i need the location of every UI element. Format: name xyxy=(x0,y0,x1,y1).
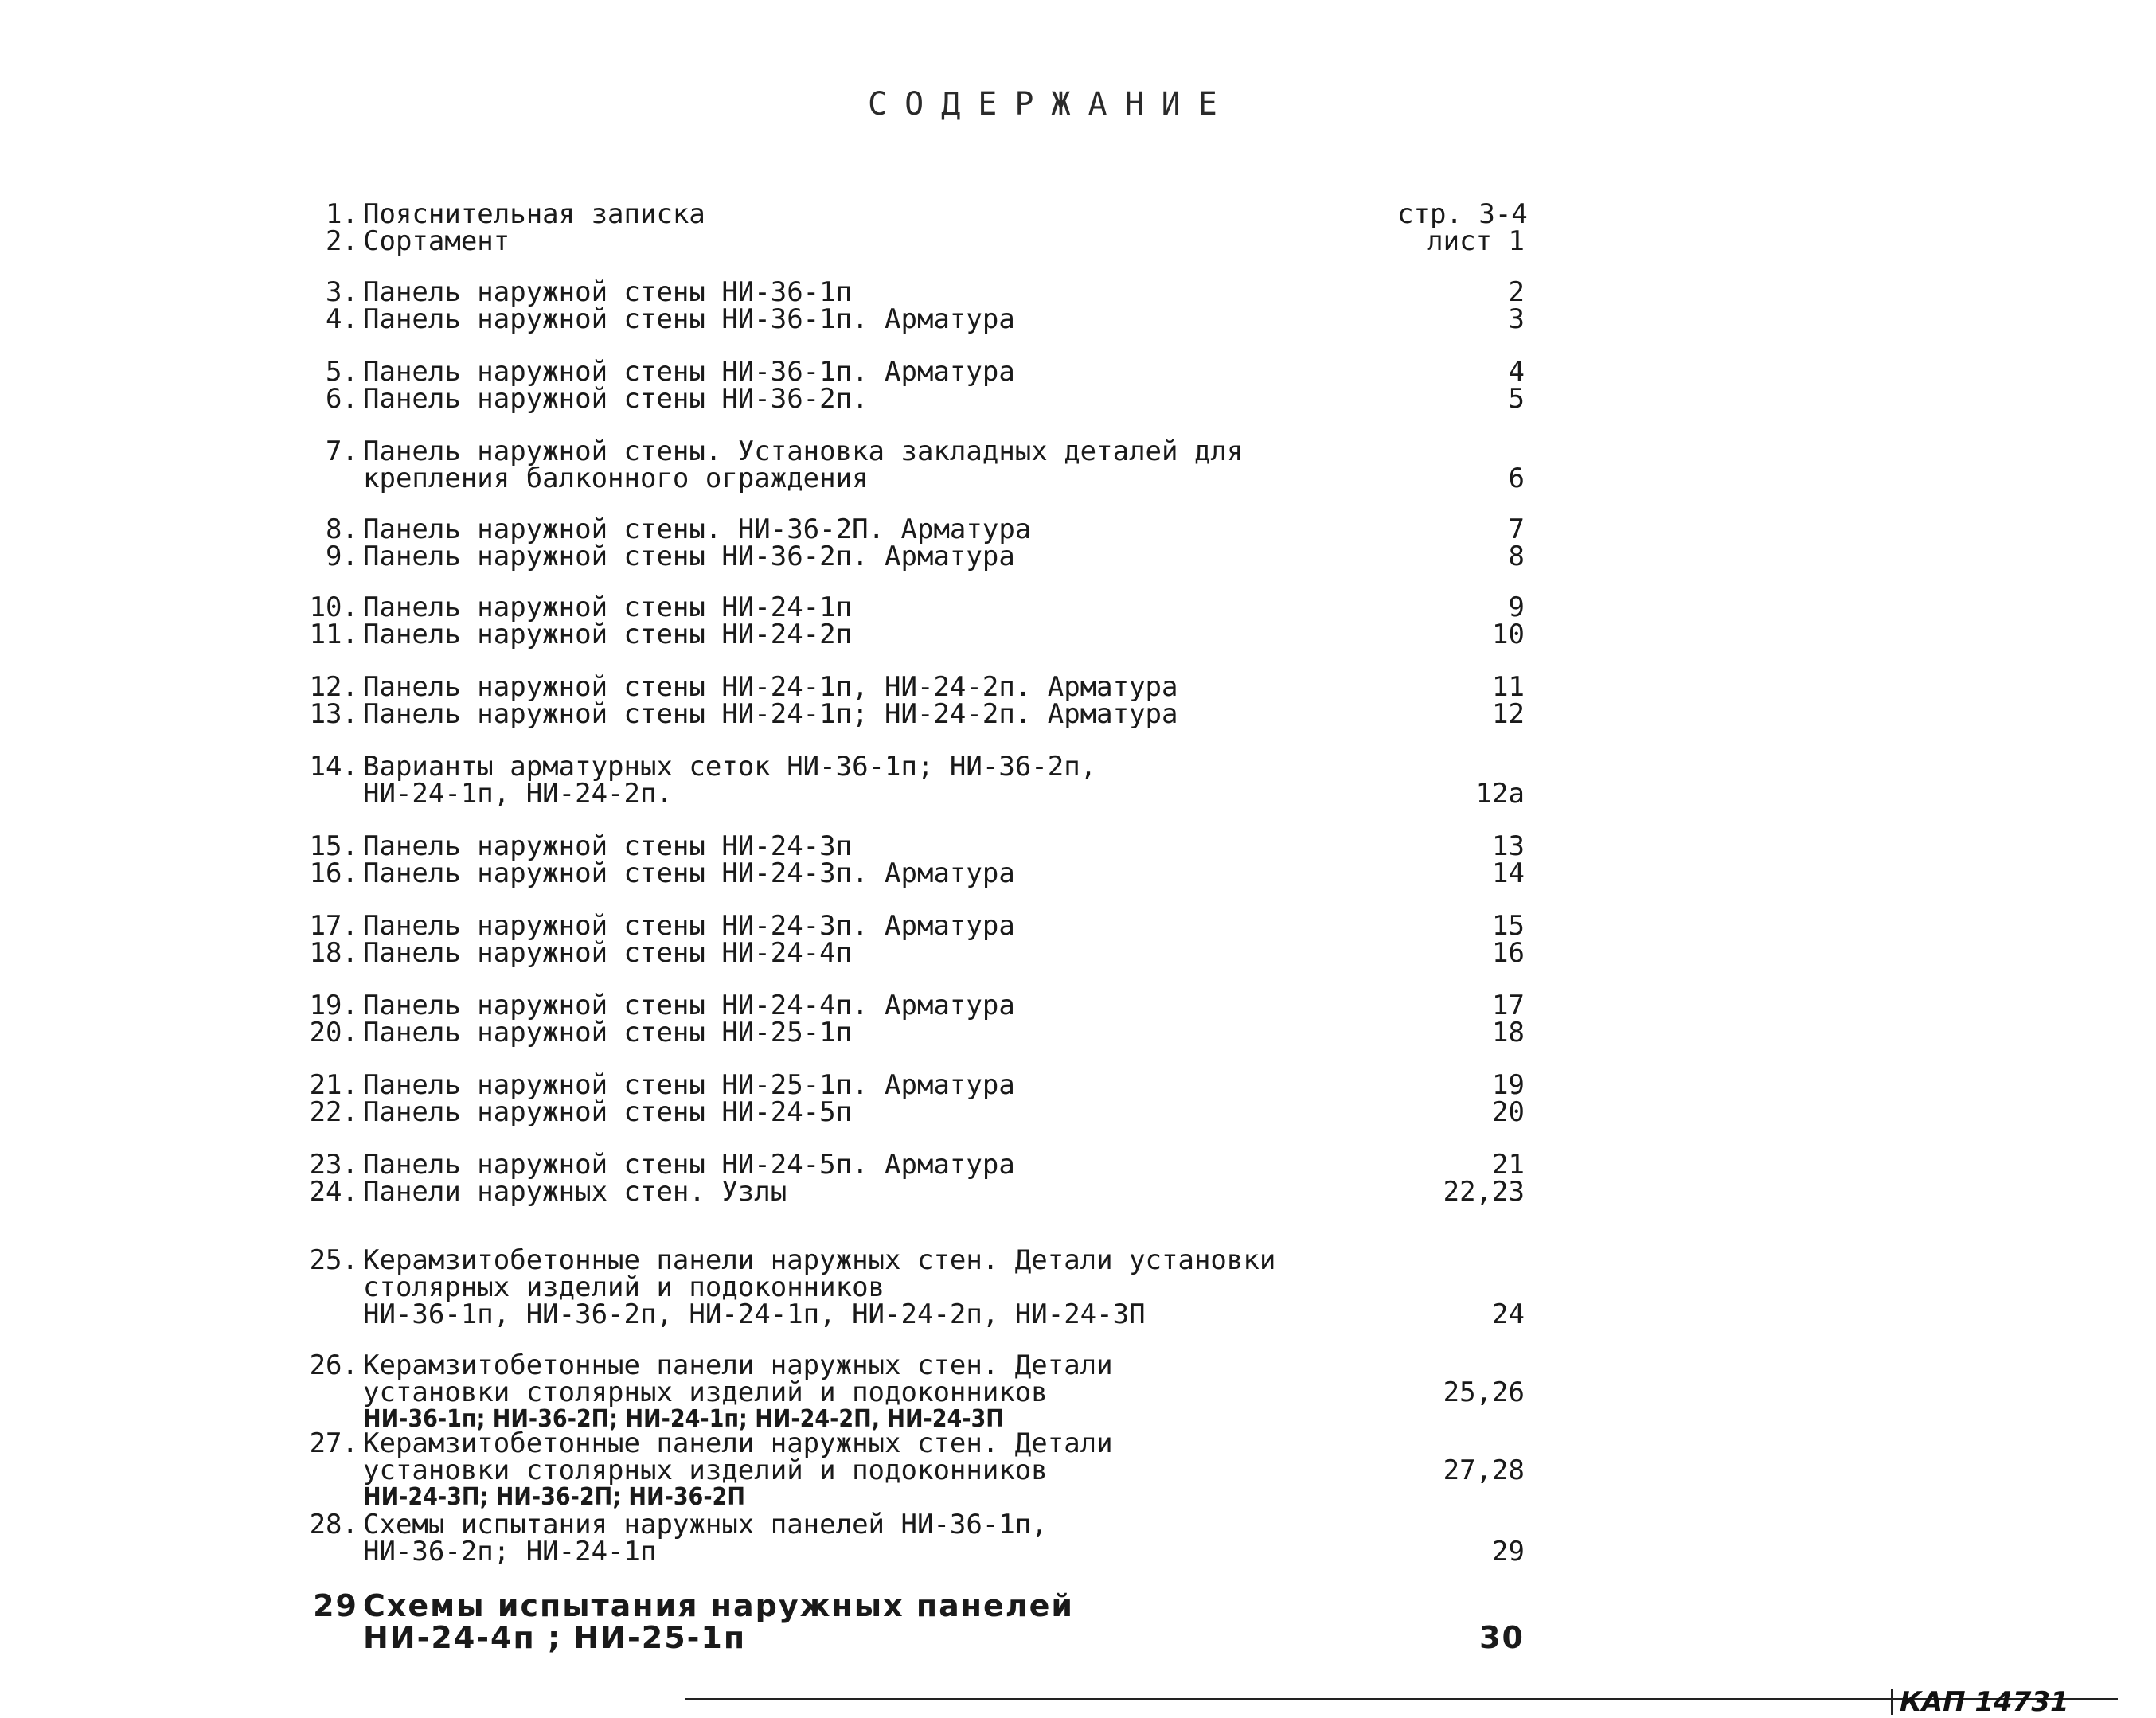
toc-text: НИ-36-1п, НИ-36-2п, НИ-24-1п, НИ-24-2п, НИ-24-3П xyxy=(363,1298,1146,1330)
toc-entry xyxy=(295,1069,1568,1128)
toc-text: НИ-36-1п; НИ-36-2П; НИ-24-1п; НИ-24-2П, НИ-24-3П xyxy=(363,1405,1004,1433)
toc-entry xyxy=(295,910,1568,969)
toc-line xyxy=(295,543,1568,570)
toc-line xyxy=(295,1069,1568,1101)
toc-number: 11. xyxy=(309,619,358,650)
page-title: СОДЕРЖАНИЕ xyxy=(868,86,1235,123)
toc-line xyxy=(295,198,1568,230)
toc-number: 27. xyxy=(309,1427,358,1459)
toc-line xyxy=(295,992,1568,1019)
toc-line xyxy=(295,830,1568,862)
toc-text: Панель наружной стены НИ-24-4п xyxy=(363,937,853,969)
toc-text: Панель наружной стены НИ-24-3п. Арматура xyxy=(363,857,1015,889)
toc-text: Схемы испытания наружных панелей xyxy=(363,1588,1074,1623)
toc-line xyxy=(295,276,1568,308)
toc-number: 24. xyxy=(309,1176,358,1208)
toc-text: Панели наружных стен. Узлы xyxy=(363,1176,787,1208)
toc-page-ref: 18 xyxy=(1492,1017,1525,1048)
toc-page-ref: 10 xyxy=(1492,619,1525,650)
toc-line xyxy=(295,778,1568,810)
toc-text: Панель наружной стены НИ-36-1п xyxy=(363,276,853,308)
toc-page-ref: 19 xyxy=(1492,1069,1525,1101)
toc-number: 21. xyxy=(309,1069,358,1101)
toc-number: 20. xyxy=(309,1017,358,1048)
toc-entry xyxy=(295,1349,1568,1433)
toc-number: 5. xyxy=(326,356,358,388)
toc-number: 4. xyxy=(326,303,358,335)
archive-stamp: КАП 14731 xyxy=(1891,1689,2138,1715)
toc-page-ref: 22,23 xyxy=(1443,1176,1525,1208)
toc-entry xyxy=(295,1244,1568,1330)
toc-number: 2. xyxy=(326,225,358,257)
toc-line xyxy=(295,465,1568,492)
toc-line xyxy=(295,1298,1568,1330)
toc-text: Панель наружной стены НИ-24-2п xyxy=(363,619,853,650)
toc-page-ref: 24 xyxy=(1492,1298,1525,1330)
toc-line xyxy=(295,1244,1568,1276)
toc-entry xyxy=(295,751,1568,810)
toc-page-ref: 11 xyxy=(1492,671,1525,703)
toc-line xyxy=(295,1149,1568,1181)
toc-entry xyxy=(295,830,1568,889)
toc-entry xyxy=(295,513,1568,572)
toc-text: НИ-24-1п, НИ-24-2п. xyxy=(363,778,673,810)
toc-line xyxy=(295,671,1568,703)
toc-text: Керамзитобетонные панели наружных стен. Детали установки xyxy=(363,1244,1276,1276)
toc-page-ref: 5 xyxy=(1508,383,1525,415)
toc-line xyxy=(295,621,1568,648)
toc-entry xyxy=(295,356,1568,415)
toc-text: Панель наружной стены НИ-24-1п, НИ-24-2п. Арматура xyxy=(363,671,1178,703)
toc-page-ref: 12а xyxy=(1475,778,1525,810)
toc-line xyxy=(295,1484,1568,1511)
toc-number: 15. xyxy=(309,830,358,862)
toc-entry xyxy=(295,198,1568,257)
toc-line xyxy=(295,1096,1568,1128)
toc-page-ref: 30 xyxy=(1479,1620,1525,1655)
toc-page-ref: 4 xyxy=(1508,356,1525,388)
toc-text: Пояснительная записка xyxy=(363,198,705,230)
toc-page-ref: 21 xyxy=(1492,1149,1525,1181)
toc-text: Панель наружной стены НИ-36-2п. xyxy=(363,383,869,415)
toc-number: 25. xyxy=(309,1244,358,1276)
toc-line xyxy=(295,937,1568,969)
toc-entry xyxy=(295,276,1568,335)
toc-number: 26. xyxy=(309,1349,358,1381)
toc-page-ref: 20 xyxy=(1492,1096,1525,1128)
toc-line xyxy=(295,356,1568,388)
toc-number: 9. xyxy=(326,541,358,572)
toc-page-ref: 27,28 xyxy=(1443,1454,1525,1486)
toc-line xyxy=(295,435,1568,467)
toc-line xyxy=(295,303,1568,335)
toc-page-ref: 29 xyxy=(1492,1536,1525,1568)
toc-line xyxy=(295,1349,1568,1381)
toc-text: Панель наружной стены НИ-24-3п xyxy=(363,830,853,862)
toc-number: 3. xyxy=(326,276,358,308)
toc-entry xyxy=(295,1149,1568,1208)
toc-text: установки столярных изделий и подоконников xyxy=(363,1376,1048,1408)
toc-text: Керамзитобетонные панели наружных стен. Детали xyxy=(363,1427,1113,1459)
toc-page-ref: 15 xyxy=(1492,910,1525,942)
toc-page-ref: стр. 3-4 xyxy=(1397,198,1528,230)
toc-line xyxy=(295,1511,1568,1538)
toc-entry xyxy=(295,992,1568,1046)
toc-number: 18. xyxy=(309,937,358,969)
toc-number: 6. xyxy=(326,383,358,415)
toc-entry xyxy=(295,435,1568,494)
toc-line xyxy=(295,1620,1568,1656)
toc-line xyxy=(295,1376,1568,1408)
toc-number: 17. xyxy=(309,910,358,942)
toc-page-ref: 8 xyxy=(1508,541,1525,572)
toc-text: Керамзитобетонные панели наружных стен. Детали xyxy=(363,1349,1113,1381)
toc-number: 29 xyxy=(313,1588,358,1623)
toc-entry xyxy=(295,594,1568,648)
toc-page-ref: 7 xyxy=(1508,513,1525,545)
toc-line xyxy=(295,857,1568,889)
toc-page-ref: 14 xyxy=(1492,857,1525,889)
toc-number: 8. xyxy=(326,513,358,545)
toc-entry xyxy=(295,1427,1568,1511)
toc-page-ref: 3 xyxy=(1508,303,1525,335)
toc-line xyxy=(295,1536,1568,1568)
toc-number: 7. xyxy=(326,435,358,467)
toc-text: НИ-24-4п ; НИ-25-1п xyxy=(363,1620,747,1655)
toc-number: 19. xyxy=(309,990,358,1021)
toc-line xyxy=(295,1454,1568,1486)
toc-number: 23. xyxy=(309,1149,358,1181)
toc-number: 12. xyxy=(309,671,358,703)
toc-line xyxy=(295,594,1568,621)
toc-number: 22. xyxy=(309,1096,358,1128)
toc-entry xyxy=(295,1588,1568,1656)
toc-text: установки столярных изделий и подоконников xyxy=(363,1454,1048,1486)
toc-page-ref: 9 xyxy=(1508,592,1525,623)
toc-text: Варианты арматурных сеток НИ-36-1п; НИ-36-2п, xyxy=(363,751,1097,783)
toc-number: 13. xyxy=(309,698,358,730)
toc-page-ref: лист 1 xyxy=(1427,225,1525,257)
toc-line xyxy=(295,1271,1568,1303)
toc-text: Схемы испытания наружных панелей НИ-36-1п, xyxy=(363,1509,1048,1540)
toc-text: крепления балконного ограждения xyxy=(363,463,869,494)
toc-number: 16. xyxy=(309,857,358,889)
toc-line xyxy=(295,698,1568,730)
toc-text: Панель наружной стены НИ-24-1п xyxy=(363,592,853,623)
toc-text: Панель наружной стены НИ-24-1п; НИ-24-2п. Арматура xyxy=(363,698,1178,730)
toc-line xyxy=(295,1176,1568,1208)
toc-line xyxy=(295,1588,1568,1624)
toc-number: 28. xyxy=(309,1509,358,1540)
toc-number: 10. xyxy=(309,592,358,623)
toc-page-ref: 16 xyxy=(1492,937,1525,969)
toc-text: Панель наружной стены НИ-25-1п. Арматура xyxy=(363,1069,1015,1101)
toc-text: Панель наружной стены НИ-24-5п xyxy=(363,1096,853,1128)
toc-line xyxy=(295,513,1568,545)
toc-page-ref: 25,26 xyxy=(1443,1376,1525,1408)
toc-page-ref: 12 xyxy=(1492,698,1525,730)
toc-page-ref: 6 xyxy=(1508,463,1525,494)
toc-line xyxy=(295,225,1568,257)
toc-text: Панель наружной стены НИ-24-5п. Арматура xyxy=(363,1149,1015,1181)
toc-number: 14. xyxy=(309,751,358,783)
toc-entry xyxy=(295,1509,1568,1568)
toc-line xyxy=(295,1427,1568,1459)
toc-text: НИ-24-3П; НИ-36-2П; НИ-36-2П xyxy=(363,1483,745,1511)
toc-text: Панель наружной стены НИ-36-2п. Арматура xyxy=(363,541,1015,572)
toc-page-ref: 2 xyxy=(1508,276,1525,308)
toc-line xyxy=(295,1019,1568,1046)
toc-text: Сортамент xyxy=(363,225,510,257)
toc-line xyxy=(295,751,1568,783)
toc-text: Панель наружной стены НИ-36-1п. Арматура xyxy=(363,303,1015,335)
toc-text: Панель наружной стены. Установка закладных деталей для xyxy=(363,435,1244,467)
toc-number: 1. xyxy=(326,198,358,230)
toc-entry xyxy=(295,671,1568,730)
toc-text: Панель наружной стены НИ-25-1п xyxy=(363,1017,853,1048)
toc-page-ref: 17 xyxy=(1492,990,1525,1021)
toc-text: Панель наружной стены НИ-24-4п. Арматура xyxy=(363,990,1015,1021)
toc-page-ref: 13 xyxy=(1492,830,1525,862)
toc-text: НИ-36-2п; НИ-24-1п xyxy=(363,1536,657,1568)
toc-text: Панель наружной стены. НИ-36-2П. Арматура xyxy=(363,513,1032,545)
toc-line xyxy=(295,910,1568,942)
toc-text: столярных изделий и подоконников xyxy=(363,1271,885,1303)
toc-text: Панель наружной стены НИ-36-1п. Арматура xyxy=(363,356,1015,388)
toc-line xyxy=(295,383,1568,415)
toc-text: Панель наружной стены НИ-24-3п. Арматура xyxy=(363,910,1015,942)
